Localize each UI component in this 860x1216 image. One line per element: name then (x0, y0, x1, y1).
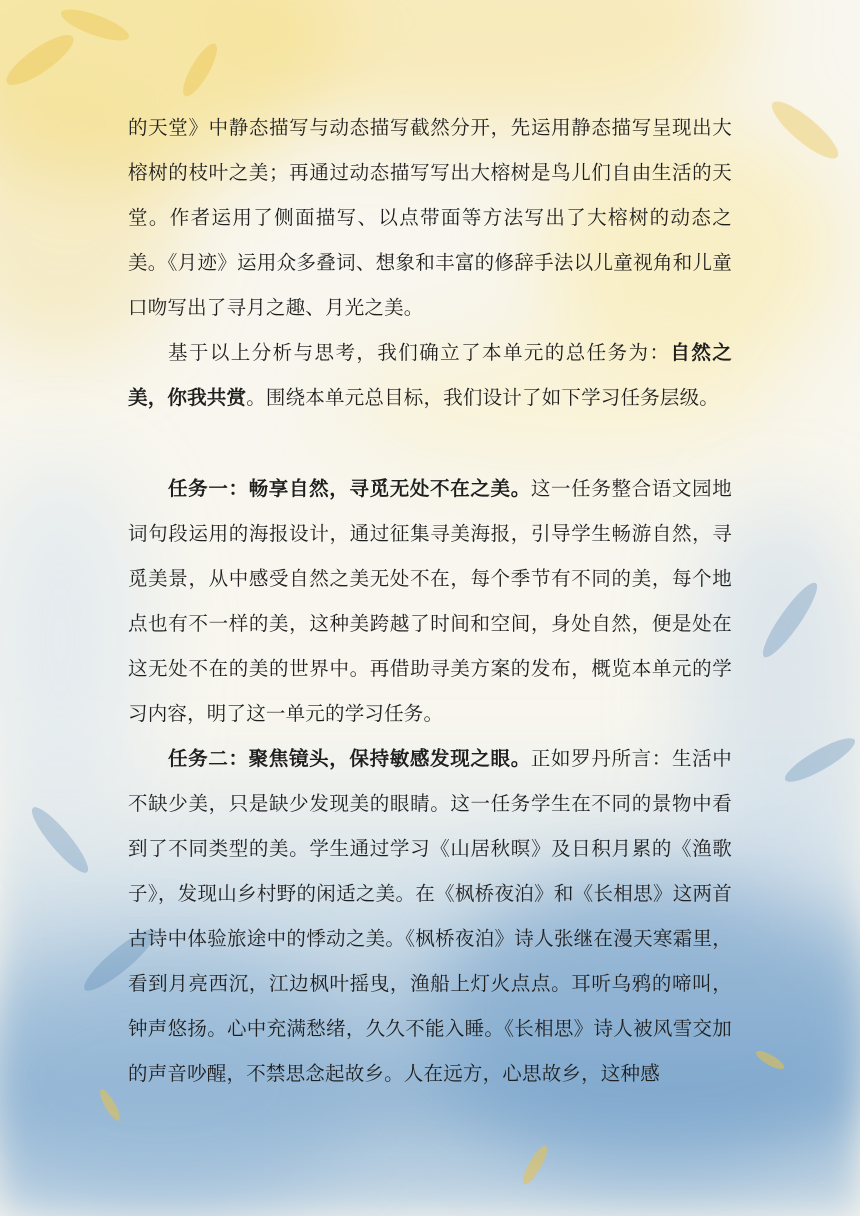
document-body (128, 105, 732, 1096)
paragraph-1: 的天堂》中静态描写与动态描写截然分开，先运用静态描写呈现出大榕树的枝叶之美；再通过动态描写写出大榕树是鸟儿们自由生活的天堂。作者运用了侧面描写、以点带面等方法写出了大榕树的动态之美。《月迹》运用众多叠词、想象和丰富的修辞手法以儿童视角和儿童口吻写出了寻月之趣、月光之美。 (128, 116, 732, 319)
task-one-paragraph (128, 466, 732, 736)
paragraph-2-lead: 基于以上分析与思考，我们确立了本单元的总任务为： (168, 341, 671, 364)
task-two-paragraph (128, 736, 732, 1096)
paragraph-2 (128, 330, 732, 420)
paragraph-gap (128, 420, 732, 466)
task-two-heading: 任务二：聚焦镜头，保持敏感发现之眼。 (168, 747, 531, 770)
task-one-text: 这一任务整合语文园地词句段运用的海报设计，通过征集寻美海报，引导学生畅游自然，寻觅美景，从中感受自然之美无处不在，每个季节有不同的美，每个地点也有不一样的美，这种美跨越了时间和空间，身处自然，便是处在这无处不在的美的世界中。再借助寻美方案的发布，概览本单元的学习内容，明了这一单元的学习任务。 (128, 477, 732, 725)
overall-task-title: 自然之美，你我共赏 (128, 341, 732, 409)
paragraph-2-tail: 。围绕本单元总目标，我们设计了如下学习任务层级。 (246, 386, 720, 409)
task-one-heading: 任务一：畅享自然，寻觅无处不在之美。 (168, 477, 531, 500)
task-two-text: 正如罗丹所言：生活中不缺少美，只是缺少发现美的眼睛。这一任务学生在不同的景物中看到了不同类型的美。学生通过学习《山居秋暝》及日积月累的《渔歌子》，发现山乡村野的闲适之美。在《枫桥夜泊》和《长相思》这两首古诗中体验旅途中的悸动之美。《枫桥夜泊》诗人张继在漫天寒霜里，看到月亮西沉，江边枫叶摇曳，渔船上灯火点点。耳听乌鸦的啼叫，钟声悠扬。心中充满愁绪，久久不能入睡。《长相思》诗人被风雪交加的声音吵醒，不禁思念起故乡。人在远方，心思故乡，这种感 (128, 747, 732, 1085)
